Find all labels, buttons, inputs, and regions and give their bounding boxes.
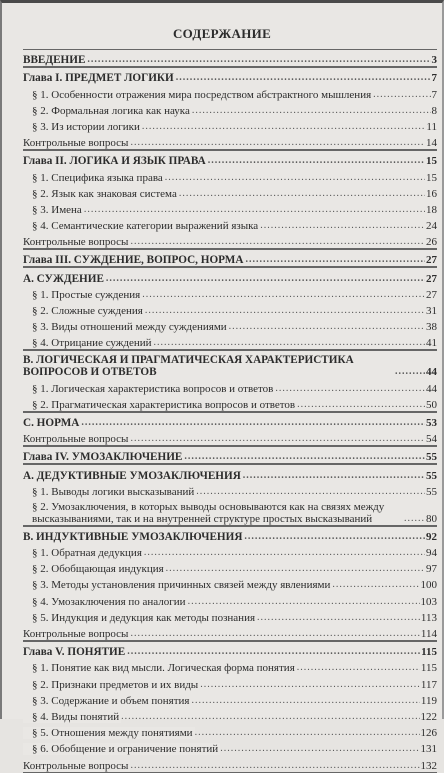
toc-entry	[23, 575, 437, 591]
leader-dots	[145, 305, 425, 317]
toc-heading	[23, 350, 437, 378]
leader-dots	[332, 579, 419, 591]
leader-dots	[84, 204, 425, 216]
toc-entry	[23, 378, 437, 394]
toc-entry-title: § 3. Методы установления причинных связей между явлениями	[23, 579, 332, 591]
toc-entry	[23, 543, 437, 559]
toc-page-number: 41	[426, 337, 437, 350]
toc-entry-title: § 1. Простые суждения	[23, 289, 142, 301]
leader-dots	[127, 646, 420, 658]
leader-dots	[192, 105, 431, 117]
leader-dots	[404, 513, 425, 525]
leader-dots	[165, 172, 425, 184]
toc-page-number: 15	[426, 155, 437, 168]
toc-entry-title: Контрольные вопросы	[23, 759, 129, 772]
toc-entry-title: § 1. Особенности отражения мира посредством абстрактного мышления	[23, 89, 373, 101]
toc-heading	[23, 67, 437, 84]
leader-dots	[130, 137, 425, 149]
toc-entry-title: § 3. Содержание и объем понятия	[23, 695, 191, 707]
toc-entry-title: В. ЛОГИЧЕСКАЯ И ПРАГМАТИЧЕСКАЯ ХАРАКТЕРИСТИКА ВОПРОСОВ И ОТВЕТОВ	[23, 354, 395, 378]
toc-entry-title: § 3. Из истории логики	[23, 121, 142, 133]
toc-entry	[23, 482, 437, 498]
toc-entry	[23, 84, 437, 100]
toc-entry-title: § 3. Имена	[23, 204, 84, 216]
leader-dots	[297, 662, 420, 674]
toc-entry	[23, 395, 437, 412]
toc-entry-title: § 2. Умозаключения, в которых выводы основываются как на связях между высказываниями, так и на внутренней структуре простых высказываний	[23, 501, 404, 525]
toc-entry-title: § 5. Отношения между понятиями	[23, 727, 195, 739]
leader-dots	[188, 596, 420, 608]
toc-page-number: 44	[426, 382, 437, 395]
toc-page-number: 54	[426, 433, 437, 446]
toc-entry-title: А. ДЕДУКТИВНЫЕ УМОЗАКЛЮЧЕНИЯ	[23, 469, 241, 482]
toc-entry	[23, 285, 437, 301]
toc-entry	[23, 707, 437, 723]
toc-entry	[23, 429, 437, 446]
toc-page-number: 24	[426, 220, 437, 233]
toc-entry	[23, 216, 437, 232]
toc-page-number: 38	[426, 321, 437, 334]
toc-entry-title: § 4. Виды понятий	[23, 711, 121, 723]
toc-page-number: 55	[426, 485, 437, 498]
toc-entry-title: § 1. Специфика языка права	[23, 172, 165, 184]
toc-entry	[23, 498, 437, 526]
leader-dots	[179, 188, 425, 200]
toc-page-number: 27	[426, 254, 437, 267]
toc-page-number: 114	[420, 628, 437, 640]
leader-dots	[142, 289, 425, 301]
leader-dots	[81, 417, 425, 429]
toc-page-number: 103	[420, 595, 437, 608]
toc-entry	[23, 117, 437, 133]
toc-entry-title: Глава I. ПРЕДМЕТ ЛОГИКИ	[23, 72, 174, 85]
toc-entry-title: Глава V. ПОНЯТИЕ	[23, 646, 126, 659]
leader-dots	[142, 121, 426, 133]
leader-dots	[130, 236, 425, 248]
leader-dots	[176, 72, 431, 84]
toc-page-number: 44	[426, 366, 437, 379]
leader-dots	[275, 383, 425, 395]
toc-page-number: 3	[431, 54, 437, 67]
toc-entry-title: § 2. Язык как знаковая система	[23, 188, 179, 200]
leader-dots	[130, 628, 419, 640]
leader-dots	[208, 155, 425, 167]
toc-page-number: 16	[426, 187, 437, 200]
toc-entry	[23, 333, 437, 350]
toc-heading	[23, 267, 437, 284]
toc-entry	[23, 167, 437, 183]
toc-page-number: 26	[426, 236, 437, 249]
toc-page-number: 113	[420, 611, 437, 624]
toc-entry-title: § 2. Прагматическая характеристика вопросов и ответов	[23, 399, 297, 411]
toc-page-number: 11	[426, 120, 437, 133]
toc-entry	[23, 658, 437, 674]
toc-page-number: 119	[420, 694, 437, 707]
leader-dots	[191, 695, 419, 707]
toc-entry-title: В. ИНДУКТИВНЫЕ УМОЗАКЛЮЧЕНИЯ	[23, 530, 243, 543]
toc-entry-title: § 1. Выводы логики высказываний	[23, 486, 196, 498]
toc-entry	[23, 608, 437, 624]
toc-entry-title: Контрольные вопросы	[23, 433, 129, 446]
toc-entry-title: А. СУЖДЕНИЕ	[23, 272, 104, 285]
leader-dots	[260, 220, 425, 232]
toc-entry-title: § 2. Сложные суждения	[23, 305, 145, 317]
leader-dots	[244, 531, 425, 543]
toc-entry	[23, 133, 437, 150]
leader-dots	[297, 399, 425, 411]
toc-entry-title: Глава III. СУЖДЕНИЕ, ВОПРОС, НОРМА	[23, 254, 244, 267]
leader-dots	[154, 337, 425, 349]
leader-dots	[395, 366, 425, 378]
toc-entry-title: Контрольные вопросы	[23, 137, 129, 150]
toc-heading	[23, 49, 437, 67]
toc-entry	[23, 624, 437, 641]
toc-page-number: 132	[420, 759, 437, 772]
toc-entry-title: § 6. Обобщение и ограничение понятий	[23, 743, 220, 755]
toc-page-number: 18	[426, 203, 437, 216]
toc-entry	[23, 184, 437, 200]
toc-page-number: 131	[420, 743, 437, 756]
table-of-contents	[23, 49, 437, 773]
toc-entry-title: § 4. Отрицание суждений	[23, 337, 154, 349]
toc-entry-title: ВВЕДЕНИЕ	[23, 54, 86, 67]
leader-dots	[87, 54, 430, 66]
toc-entry-title: § 1. Логическая характеристика вопросов и ответов	[23, 383, 275, 395]
toc-page-number: 97	[426, 563, 437, 576]
leader-dots	[130, 760, 419, 772]
toc-entry	[23, 101, 437, 117]
leader-dots	[144, 547, 425, 559]
toc-entry	[23, 755, 437, 772]
toc-page-number: 15	[426, 171, 437, 184]
leader-dots	[106, 273, 425, 285]
toc-page-number: 94	[426, 547, 437, 560]
leader-dots	[243, 470, 425, 482]
toc-heading	[23, 412, 437, 429]
toc-page-number: 122	[420, 710, 437, 723]
toc-entry	[23, 559, 437, 575]
toc-entry-title: § 3. Виды отношений между суждениями	[23, 321, 229, 333]
toc-entry-title: § 1. Понятие как вид мысли. Логическая форма понятия	[23, 662, 297, 674]
toc-entry	[23, 200, 437, 216]
page-title: СОДЕРЖАНИЕ	[172, 26, 272, 41]
toc-page-number: 7	[431, 72, 437, 85]
toc-entry-title: § 2. Признаки предметов и их виды	[23, 679, 200, 691]
toc-page-number: 80	[426, 512, 437, 525]
toc-entry	[23, 674, 437, 690]
leader-dots	[245, 254, 425, 266]
toc-entry	[23, 723, 437, 739]
toc-page-number: 27	[426, 272, 437, 285]
toc-page-number: 115	[420, 662, 437, 675]
toc-entry-title: § 1. Обратная дедукция	[23, 547, 144, 559]
toc-entry-title: § 5. Индукция и дедукция как методы познания	[23, 612, 257, 624]
toc-entry	[23, 301, 437, 317]
toc-entry	[23, 317, 437, 333]
toc-page-number: 117	[420, 678, 437, 691]
toc-entry-title: С. НОРМА	[23, 416, 80, 429]
toc-entry	[23, 591, 437, 607]
toc-heading	[23, 641, 437, 658]
leader-dots	[196, 486, 425, 498]
toc-entry-title: § 2. Обобщающая индукция	[23, 563, 166, 575]
toc-page-number: 100	[420, 579, 437, 592]
leader-dots	[195, 727, 420, 739]
toc-page-number: 8	[431, 104, 437, 117]
toc-page-number: 53	[426, 416, 437, 429]
toc-entry-title: Контрольные вопросы	[23, 628, 129, 640]
toc-entry-title: Глава IV. УМОЗАКЛЮЧЕНИЕ	[23, 451, 183, 464]
leader-dots	[130, 433, 425, 445]
leader-dots	[200, 679, 420, 691]
leader-dots	[220, 743, 419, 755]
leader-dots	[121, 711, 419, 723]
toc-heading	[23, 150, 437, 167]
toc-page-number: 50	[426, 398, 437, 411]
toc-entry	[23, 739, 437, 755]
toc-page-number: 27	[426, 288, 437, 301]
leader-dots	[184, 451, 425, 463]
leader-dots	[257, 612, 420, 624]
toc-entry-title: Глава II. ЛОГИКА И ЯЗЫК ПРАВА	[23, 155, 206, 168]
toc-heading	[23, 446, 437, 464]
toc-page-number: 55	[426, 451, 437, 464]
toc-heading	[23, 249, 437, 267]
toc-entry	[23, 232, 437, 249]
leader-dots	[229, 321, 425, 333]
leader-dots	[166, 563, 425, 575]
toc-page-number: 31	[426, 305, 437, 317]
toc-entry-title: § 4. Умозаключения по аналогии	[23, 596, 188, 608]
toc-page-number: 92	[426, 530, 437, 543]
toc-page-number: 115	[421, 646, 437, 659]
toc-page-number: 55	[426, 469, 437, 482]
toc-page-number: 126	[420, 727, 437, 740]
toc-entry	[23, 691, 437, 707]
toc-entry-title: Контрольные вопросы	[23, 236, 129, 249]
toc-heading	[23, 464, 437, 481]
toc-page-number: 7	[431, 88, 437, 101]
toc-page-number: 14	[426, 137, 437, 150]
toc-entry-title: § 2. Формальная логика как наука	[23, 105, 192, 117]
toc-entry-title: § 4. Семантические категории выражений языка	[23, 220, 260, 232]
toc-heading	[23, 526, 437, 543]
leader-dots	[373, 89, 430, 101]
